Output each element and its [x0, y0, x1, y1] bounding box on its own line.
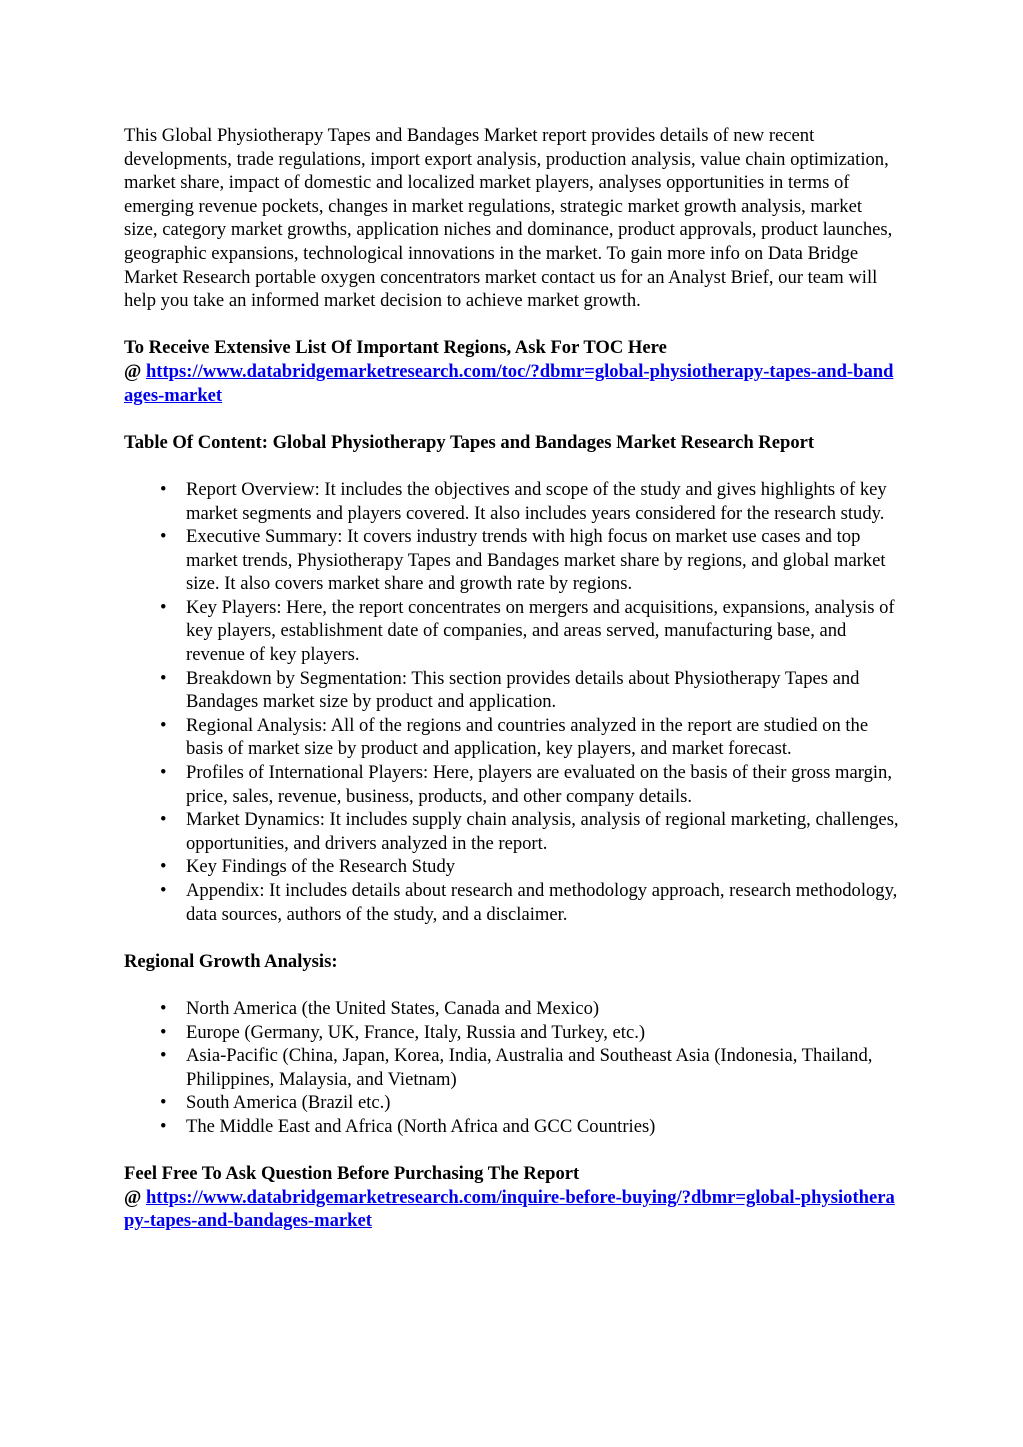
toc-request-section	[124, 336, 899, 407]
list-item: • Breakdown by Segmentation: This section provides details about Physiotherapy Tapes and Bandages market size by product and application.	[124, 667, 899, 714]
list-item: • Executive Summary: It covers industry trends with high focus on market use cases and top market trends, Physiotherapy Tapes and Bandages market share by regions, and global market size. It also covers market share and growth rate by regions.	[124, 525, 899, 596]
document-page	[124, 124, 899, 1233]
regional-list	[124, 997, 899, 1139]
regional-heading: Regional Growth Analysis:	[124, 950, 338, 972]
list-item: • Key Findings of the Research Study	[124, 855, 899, 879]
list-item: • The Middle East and Africa (North Africa and GCC Countries)	[124, 1115, 899, 1139]
toc-request-heading: To Receive Extensive List Of Important Regions, Ask For TOC Here	[124, 337, 667, 359]
toc-list	[124, 478, 899, 926]
at-sign: @	[124, 360, 146, 382]
toc-heading: Table Of Content: Global Physiotherapy Tapes and Bandages Market Research Report	[124, 431, 815, 453]
list-item: • Asia-Pacific (China, Japan, Korea, India, Australia and Southeast Asia (Indonesia, Thailand, Philippines, Malaysia, and Vietnam)	[124, 1044, 899, 1091]
toc-request-link[interactable]: https://www.databridgemarketresearch.com/toc/?dbmr=global-physiotherapy-tapes-and-bandages-market	[124, 360, 894, 406]
inquiry-section	[124, 1162, 899, 1233]
list-item: • Profiles of International Players: Here, players are evaluated on the basis of their gross margin, price, sales, revenue, business, products, and other company details.	[124, 761, 899, 808]
at-sign: @	[124, 1186, 146, 1208]
list-item: • South America (Brazil etc.)	[124, 1091, 899, 1115]
list-item: • Market Dynamics: It includes supply chain analysis, analysis of regional marketing, challenges, opportunities, and drivers analyzed in the report.	[124, 808, 899, 855]
list-item: • North America (the United States, Canada and Mexico)	[124, 997, 899, 1021]
inquiry-link[interactable]: https://www.databridgemarketresearch.com/inquire-before-buying/?dbmr=global-physiotherapy-tapes-and-bandages-market	[124, 1186, 895, 1232]
list-item: • Appendix: It includes details about research and methodology approach, research methodology, data sources, authors of the study, and a disclaimer.	[124, 879, 899, 926]
list-item: • Regional Analysis: All of the regions and countries analyzed in the report are studied on the basis of market size by product and application, key players, and market forecast.	[124, 714, 899, 761]
list-item: • Europe (Germany, UK, France, Italy, Russia and Turkey, etc.)	[124, 1021, 899, 1045]
list-item: • Report Overview: It includes the objectives and scope of the study and gives highlights of key market segments and players covered. It also includes years considered for the research study.	[124, 478, 899, 525]
inquiry-link-line	[124, 1186, 899, 1233]
toc-request-link-line	[124, 360, 899, 407]
list-item: • Key Players: Here, the report concentrates on mergers and acquisitions, expansions, analysis of key players, establishment date of companies, and areas served, manufacturing base, and revenue of key players.	[124, 596, 899, 667]
inquiry-heading: Feel Free To Ask Question Before Purchasing The Report	[124, 1163, 580, 1185]
intro-paragraph: This Global Physiotherapy Tapes and Bandages Market report provides details of new recent developments, trade regulations, import export analysis, production analysis, value chain optimization, market share, impact of domestic and localized market players, analyses opportunities in terms of emerging revenue pockets, changes in market regulations, strategic market growth analysis, market size, category market growths, application niches and dominance, product approvals, product launches, geographic expansions, technological innovations in the market. To gain more info on Data Bridge Market Research portable oxygen concentrators market contact us for an Analyst Brief, our team will help you take an informed market decision to achieve market growth.	[124, 125, 893, 312]
